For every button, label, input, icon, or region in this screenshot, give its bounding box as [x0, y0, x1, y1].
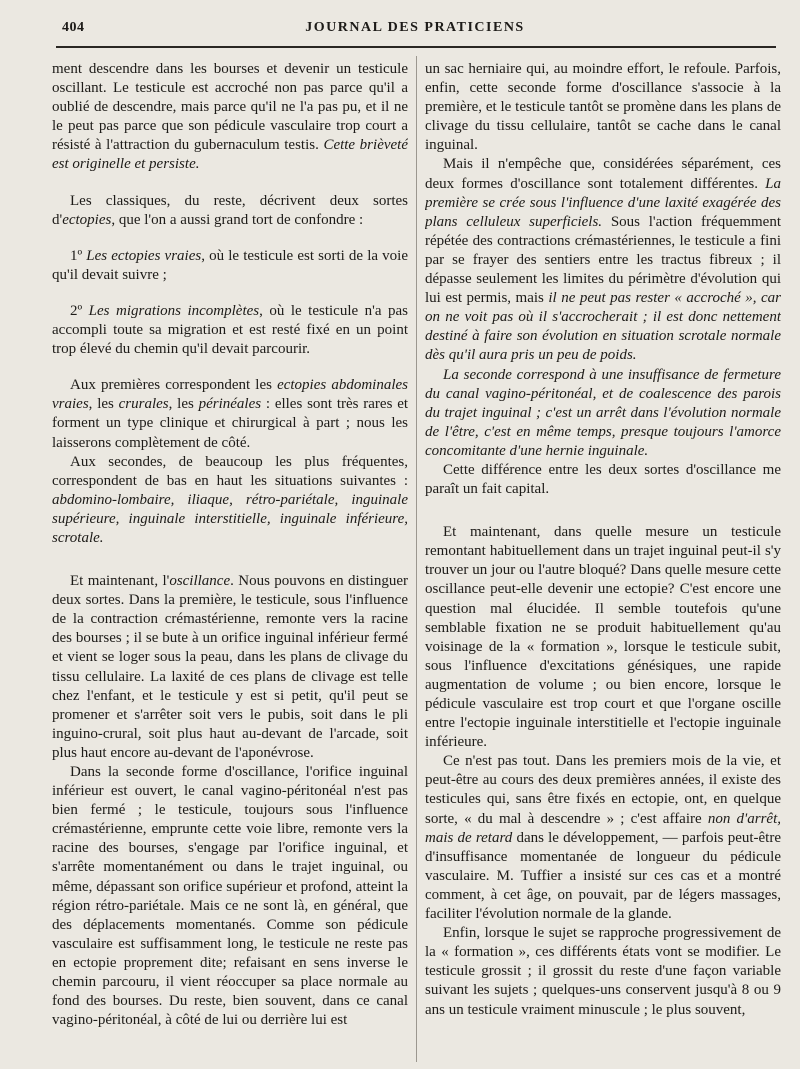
paragraph: Cette différence entre les deux sortes d'oscillance me paraît un fait capital. — [425, 461, 781, 498]
paragraph: Et maintenant, dans quelle mesure un testicule remontant habituellement dans un trajet inguinal peut-il s'y trouver un jour ou l'autre bloqué? Dans quelle mesure cette oscillance peut-elle devenir une ectopie? C'est encore une question mal élucidée. Il semble toutefois qu'une semblable fixation ne se produit habituellement qu'au voisinage de la « formation », lorsque le testicule subit, sous l'influence d'excitations génésiques, une rapide augmentation de volume ; ou bien encore, lorsque le pédicule vasculaire est trop court et que l'organe oscille entre l'ectopie inguinale interstitielle et l'ectopie inguinale inférieure. — [425, 524, 781, 751]
page-header — [52, 20, 778, 44]
column-divider — [416, 56, 417, 1062]
paragraph: Mais il n'empêche que, considérées séparément, ces deux formes d'oscillance sont totalement différentes. La première se crée sous l'influence d'une laxité exagérée des plans celluleux superficiels. Sous l'action fréquemment répétée des contractions crémastériennes, le testicule a fini par se frayer des sentiers entre les tractus fibreux ; il dépasse seulement les limites du périmètre d'évolution qui lui est permis, mais il ne peut pas rester « accroché », car on ne voit pas où il s'accrocherait ; il est donc nettement destiné à faire son évolution en situation scrotale normale dès qu'il aura pris un peu de poids. — [425, 156, 781, 364]
paragraph: Dans la seconde forme d'oscillance, l'orifice inguinal inférieur est ouvert, le canal vagino-péritonéal n'est pas bien fermé ; le testicule, toujours sous l'influence crémastérienne, emprunte cette voie libre, remonte vers la racine des bourses, s'engage par l'orifice inguinal, et s'arrête momentanément ou dans le trajet inguinal, ou même, dépassant son orifice supérieur et profond, atteint la région rétro-pariétale. Mais ce ne sont là, en général, que des déplacements momentanés. Comme son pédicule vasculaire est suffisamment long, le testicule ne reste pas en ectopie proprement dite; refaisant en sens inverse le chemin parcouru, il vient réoccuper sa place normale au fond des bourses. Du reste, bien souvent, dans ce canal vagino-péritonéal, à côté de lui ou derrière lui est — [52, 764, 408, 1029]
page-number: 404 — [62, 20, 85, 35]
list-item: 1º Les ectopies vraies, où le testicule est sorti de la voie qu'il devait suivre ; — [52, 247, 408, 283]
paragraph: ment descendre dans les bourses et devenir un testicule oscillant. Le testicule est accroché non pas parce qu'il a oublié de descendre, mais parce qu'il ne l'a pas pu, et il ne le peut pas parce que son pédicule vasculaire trop court a résisté à l'attraction du gubernaculum testis. Cette brièveté est originelle et persiste. — [52, 61, 408, 173]
paragraph: Aux secondes, de beaucoup les plus fréquentes, correspondent de bas en haut les situations suivantes : abdomino-lombaire, iliaque, rétro-pariétale, inguinale supérieure, inguinale interstitielle, inguinale inférieure, scrotale. — [52, 453, 408, 546]
paragraph: Enfin, lorsque le sujet se rapproche progressivement de la « formation », ces différents états vont se modifier. Le testicule grossit ; il grossit du reste d'une façon variable suivant les sujets ; quelques-uns conservent jusqu'à 8 ou 9 ans un testicule vraiment minuscule ; le plus souvent, — [425, 925, 781, 1018]
journal-title: JOURNAL DES PRATICIENS — [305, 20, 525, 35]
left-column — [52, 60, 408, 1060]
paragraph: un sac herniaire qui, au moindre effort, le refoule. Parfois, enfin, cette seconde forme d'oscillance s'associe à la première, et le testicule tantôt se promène dans les plans de clivage du tissu cellulaire, tantôt se cache dans le canal inguinal. — [425, 61, 781, 154]
paragraph: La seconde correspond à une insuffisance de fermeture du canal vagino-péritonéal, et de coalescence des parois du trajet inguinal ; c'est un arrêt dans l'évolution normale de l'être, c'est en même temps, presque toujours l'amorce concomitante d'une hernie inguinale. — [425, 366, 781, 459]
paragraph: Et maintenant, l'oscillance. Nous pouvons en distinguer deux sortes. Dans la première, le testicule, sous l'influence de la contraction crémastérienne, remonte vers la racine des bourses ; il se bute à un orifice inguinal inférieur fermé et vient se loger sous la peau, dans les plans de clivage du tissu cellulaire. La laxité de ces plans de clivage est telle chez l'enfant, et le testicule y est si petit, qu'il peut se promener et s'arrêter soit vers le pubis, soit dans le pli inguino-crural, soit plus haut au-devant de l'arcade, soit plus haut encore au-devant de l'aponévrose. — [52, 573, 408, 761]
right-column — [425, 60, 781, 1060]
paragraph: Ce n'est pas tout. Dans les premiers mois de la vie, et peut-être au cours des deux premières années, il existe des testicules qui, sans être fixés en ectopie, ont, en quelque sorte, « du mal à descendre » ; c'est affaire non d'arrêt, mais de retard dans le développement, — parfois peut-être d'insuffisance momentanée de longueur du pédicule vasculaire. M. Tuffier a insisté sur ces cas et a montré comment, à cet âge, on pouvait, par de légers massages, faciliter l'évolution normale de la glande. — [425, 753, 781, 923]
list-item: 2º Les migrations incomplètes, où le testicule n'a pas accompli toute sa migration et est resté fixé en un point trop élevé du chemin qu'il devait parcourir. — [52, 302, 408, 358]
paragraph: Aux premières correspondent les ectopies abdominales vraies, les crurales, les périnéales : elles sont très rares et forment un type clinique et chirurgical à part ; nous les laisserons complètement de côté. — [52, 377, 408, 451]
paragraph: Les classiques, du reste, décrivent deux sortes d'ectopies, que l'on a aussi grand tort de confondre : — [52, 192, 408, 228]
header-rule — [56, 46, 776, 48]
